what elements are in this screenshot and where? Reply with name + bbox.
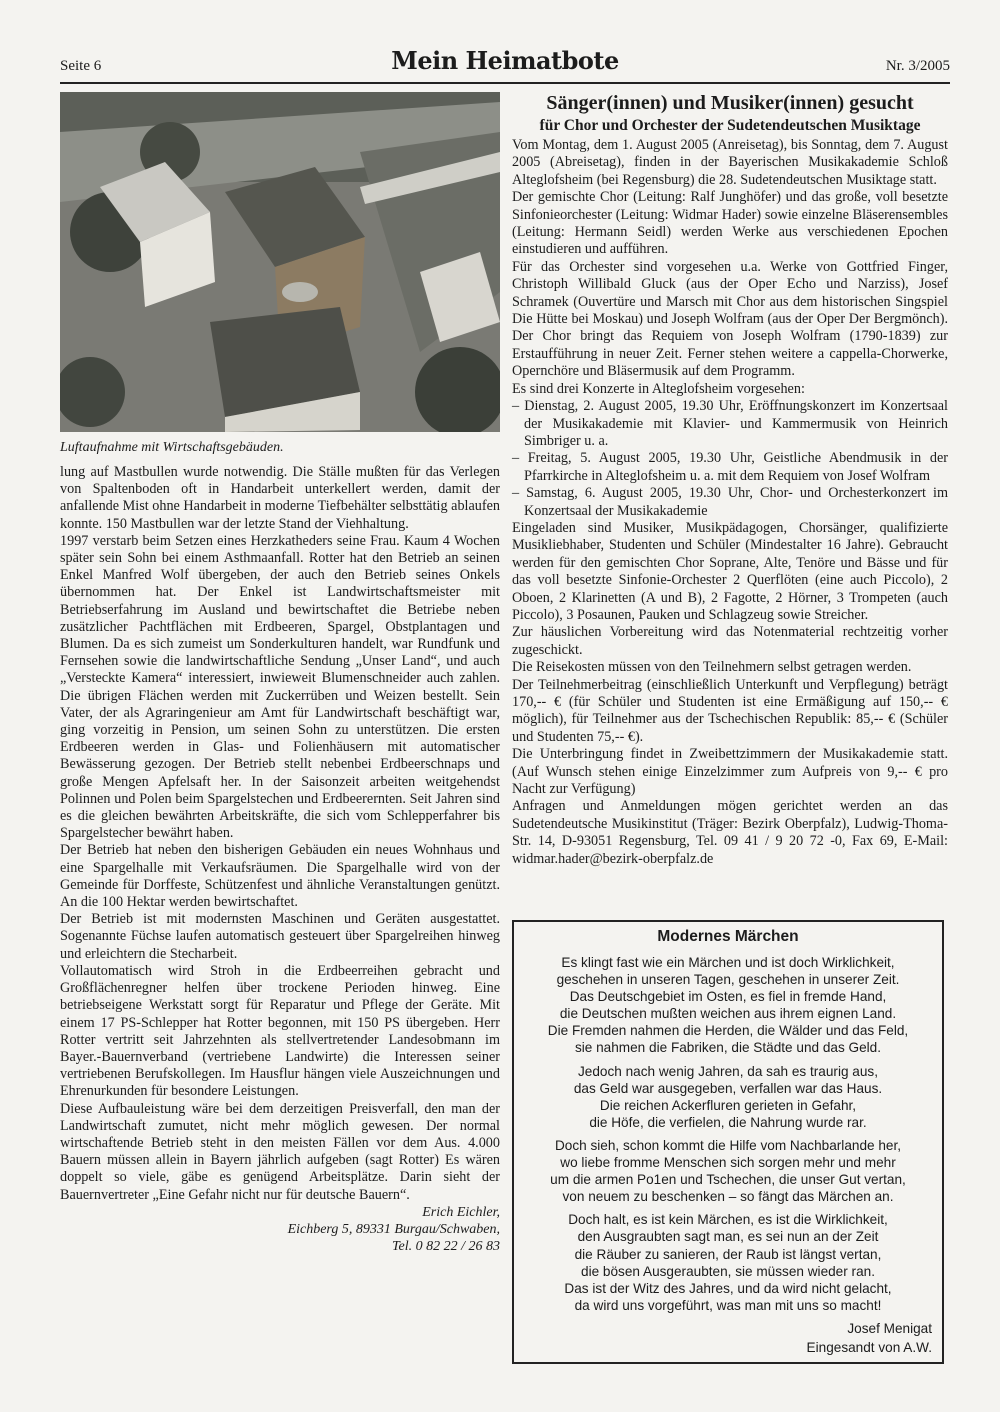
- poem-stanza: Doch halt, es ist kein Märchen, es ist die Wirklichkeit, den Ausgraubten sagt man, es sei nun an der Zeit die Räuber zu sanieren, der Raub ist längst vertan, die bösen Ausgeraubten, sie müssen wieder ran. Das ist der Witz des Jahres, und da wird nicht gelacht, da wird uns vorgeführt, was man mit uns so macht!: [564, 1212, 892, 1313]
- concert-item: – Samstag, 6. August 2005, 19.30 Uhr, Chor- und Orchesterkonzert im Konzertsaal der Musikakademie: [512, 485, 948, 519]
- left-paragraph-1: lung auf Mastbullen wurde notwendig. Die Ställe mußten für das Verlegen von Spaltenboden oft in Handarbeit unterkellert werden, damit der anfallende Mist ohne Handarbeit in moderne Tiefbehälter selbsttätig ablaufen konnte. 150 Mastbullen war der letzte Stand der Viehhaltung.: [60, 464, 500, 532]
- aerial-farm-photo: [60, 92, 500, 432]
- right-paragraph-1: Vom Montag, dem 1. August 2005 (Anreisetag), bis Sonntag, dem 7. August 2005 (Abreisetag), finden in der Bayerischen Musikakademie Schloß Alteglofsheim (bei Regensburg) die 28. Sudetendeutschen Musiktage statt.: [512, 137, 948, 188]
- header-rule: [60, 82, 950, 84]
- left-column: [60, 92, 500, 1255]
- right-paragraph-5: Eingeladen sind Musiker, Musikpädagogen, Chorsänger, qualifizierte Musikliebhaber, Studenten und Schüler (Mindestalter 16 Jahre). Gebraucht werden für den gemischten Chor Soprane, Alte, Tenöre und Bässe und für das voll besetzte Sinfonie-Orchester 2 Querflöten (eine auch Piccolo), 2 Oboen, 2 Klarinetten (A und B), 2 Fagotte, 2 Hörner, 3 Trompeten (auch Piccolo), 3 Posaunen, Pauken und Schlagzeug sowie Streicher.: [512, 519, 948, 623]
- poem-author: Josef Menigat: [847, 1320, 932, 1336]
- poem-submitted-by: Eingesandt von A.W.: [806, 1339, 932, 1355]
- left-paragraph-3: Der Betrieb hat neben den bisherigen Gebäuden ein neues Wohnhaus und eine Spargelhalle mit Verkaufsräumen. Die Spargelhalle wird von der Gemeinde für Dorffeste, Schützenfest und ähnliche Veranstaltungen genützt. An die 100 Hektar werden bewirtschaftet.: [60, 842, 500, 911]
- page-header: [60, 46, 950, 82]
- signature-name: Erich Eichler,: [422, 1204, 500, 1220]
- right-paragraph-2: Der gemischte Chor (Leitung: Ralf Junghöfer) und das große, voll besetzte Sinfonieorchester (Leitung: Widmar Hader) sowie einzelne Bläserensembles (Leitung: Hermann Seidl) werden Werke aus verschiedenen Epochen einstudieren und aufführen.: [512, 189, 948, 258]
- poem-stanza: Jedoch nach wenig Jahren, da sah es traurig aus, das Geld war ausgegeben, verfallen war das Haus. Die reichen Ackerfluren gerieten in Gefahr, die Höfe, die verfielen, die Nahrung wurde rar.: [573, 1063, 883, 1130]
- article-title: Sänger(innen) und Musiker(innen) gesucht: [546, 92, 914, 114]
- photo-caption: Luftaufnahme mit Wirtschaftsgebäuden.: [60, 440, 284, 455]
- issue-number: Nr. 3/2005: [885, 58, 950, 74]
- poem-box: [512, 920, 944, 1364]
- author-signature: [60, 1204, 500, 1255]
- right-paragraph-6: Zur häuslichen Vorbereitung wird das Notenmaterial rechtzeitig vorher zugeschickt.: [512, 624, 948, 658]
- poem-stanza: Doch sieh, schon kommt die Hilfe vom Nachbarlande her, wo liebe fromme Menschen sich sorgen mehr und mehr um die armen Po1en und Tschechen, die unser Gut vertan, von neuem zu beschenken – so fängt das Märchen an.: [550, 1137, 906, 1205]
- concert-item: – Dienstag, 2. August 2005, 19.30 Uhr, Eröffnungskonzert im Konzertsaal der Musikakademie mit Klavier- und Kammermusik von Heinrich Simbriger u. a.: [512, 398, 948, 449]
- signature-address: Eichberg 5, 89331 Burgau/Schwaben,: [287, 1221, 500, 1237]
- signature-phone: Tel. 0 82 22 / 26 83: [392, 1238, 500, 1254]
- page-number: Seite 6: [60, 58, 102, 74]
- right-column: [512, 92, 948, 868]
- concert-item: – Freitag, 5. August 2005, 19.30 Uhr, Geistliche Abendmusik in der Pfarrkirche in Alteglofsheim u. a. mit dem Requiem von Josef Wolfram: [512, 450, 948, 484]
- article-subtitle: für Chor und Orchester der Sudetendeutschen Musiktage: [539, 117, 921, 134]
- poem-title: Modernes Märchen: [657, 928, 799, 945]
- left-paragraph-6: Diese Aufbauleistung wäre bei dem derzeitigen Preisverfall, den man der Landwirtschaft zumutet, nicht mehr möglich gewesen. Der normal wirtschaftende Betrieb steht in den meisten Fällen vor dem Aus. 4.000 Bauern müssen allein in Bayern jährlich aufgeben (sagt Rotter) Es wären doppelt so viele, gäbe es genügend Arbeitsplätze. Darin sieht der Bauernvertreter „Eine Gefahr nicht nur für deutsche Bauern“.: [60, 1100, 500, 1203]
- right-paragraph-9: Die Unterbringung findet in Zweibettzimmern der Musikakademie statt. (Auf Wunsch stehen einige Einzelzimmer zum Aufpreis von 9,-- € pro Nacht zur Verfügung): [512, 746, 948, 798]
- right-paragraph-3: Für das Orchester sind vorgesehen u.a. Werke von Gottfried Finger, Christoph Willibald Gluck (aus der Oper Echo und Narziss), Josef Schramek (Ouvertüre und Marsch mit Chor aus dem historischen Singspiel Die Hütte bei Moskau) und Joseph Wolfram (aus der Oper Der Bergmönch). Der Chor bringt das Requiem von Joseph Wolfram (1790-1839) zur Erstaufführung in neuer Zeit. Ferner stehen weitere a cappella-Chorwerke, Opernchöre und Bläsermusik auf dem Programm.: [512, 258, 948, 380]
- poem-stanza: Es klingt fast wie ein Märchen und ist doch Wirklichkeit, geschehen in unseren Tagen, geschehen in unserer Zeit. Das Deutschgebiet im Osten, es fiel in fremde Hand, die Deutschen mußten weichen aus ihrem eignen Land. Die Fremden nahmen die Herden, die Wälder und das Feld, sie nahmen die Fabriken, die Städte und das Geld.: [547, 955, 909, 1056]
- masthead-logo: Mein Heimatbote: [391, 46, 619, 75]
- right-paragraph-8: Der Teilnehmerbeitrag (einschließlich Unterkunft und Verpflegung) beträgt 170,-- € (für Schüler und Studenten ist eine Ermäßigung auf 150,-- € möglich), für Teilnehmer aus der Tschechischen Republik: 85,-- € (Schüler und Studenten 75,-- €).: [512, 676, 948, 745]
- right-paragraph-4: Es sind drei Konzerte in Alteglofsheim vorgesehen:: [512, 380, 805, 397]
- photo-illustration: [60, 92, 500, 432]
- right-paragraph-10: Anfragen und Anmeldungen mögen gerichtet werden an das Sudetendeutsche Musikinstitut (Träger: Bezirk Oberpfalz), Ludwig-Thoma-Str. 14, D-93051 Regensburg, Tel. 09 41 / 9 20 72 -0, Fax 69, E-Mail: widmar.hader@bezirk-oberpfalz.de: [512, 798, 948, 867]
- left-paragraph-4: Der Betrieb ist mit modernsten Maschinen und Geräten ausgestattet. Sogenannte Füchse laufen automatisch gesteuert über Spargelreihen hinweg und erleichtern die Stecharbeit.: [60, 911, 500, 962]
- left-paragraph-5: Vollautomatisch wird Stroh in die Erdbeerreihen gebracht und Großflächenregner helfen über trockene Perioden hinweg. Eine betriebseigene Werkstatt sorgt für Reparatur und Pflege der Geräte. Mit einem 17 PS-Schlepper hat Rotter begonnen, mit 150 PS übergeben. Herr Rotter vertritt seit Jahrzehnten als stellvertretender Landesobmann im Bayer.-Bauernverband (vertriebene Landwirte) die Interessen seiner vertriebenen Berufskollegen. Im Hausflur hängen viele Auszeichnungen und Ehrenurkunden für besondere Leistungen.: [60, 962, 500, 1100]
- left-paragraph-2: 1997 verstarb beim Setzen eines Herzkatheders seine Frau. Kaum 4 Wochen später sein Sohn bei einem Asthmaanfall. Rotter hat den Betrieb an seinen Enkel Manfred Wolf übergeben, der auch den Betrieb seines Onkels übernommen hat. Der Enkel ist Landwirtschaftsmeister mit Betriebserfahrung im Ausland und bewirtschaftet die Betriebe neben zusätzlicher Pachtflächen mit Erdbeeren, Spargel, Obstplantagen und Blumen. Da es sich zumeist um Sonderkulturen handelt, war Rundfunk und Fernsehen sowie die landwirtschaftliche Sendung „Unser Land“, und auch „Versteckte Kamera“ interessiert, inwieweit Blumenschneider auch zahlen. Die übrigen Flächen werden mit Zuckerrüben und Weizen bestellt. Sein Vater, der als Agraringenieur am Amt für Landwirtschaft beschäftigt war, ging vorzeitig in Pension, um seinen Sohn zu unterstützen. Die ersten Erdbeeren werden in Glas- und Folienhäusern mit automatischer Bewässerung gezogen. Der Betrieb stellt nebenbei Erdbeerschnaps und große Mengen Apfelsaft her. In der Saisonzeit arbeiten weitgehendst Polinnen und Polen beim Spargelstechen und Erdbeerernten. Seit Jahren sind es die gleichen bewährten Arbeitskräfte, die sich vom Schlepperfahrer bis Spargelstecher bewährt haben.: [60, 532, 500, 842]
- right-paragraph-7: Die Reisekosten müssen von den Teilnehmern selbst getragen werden.: [512, 659, 912, 676]
